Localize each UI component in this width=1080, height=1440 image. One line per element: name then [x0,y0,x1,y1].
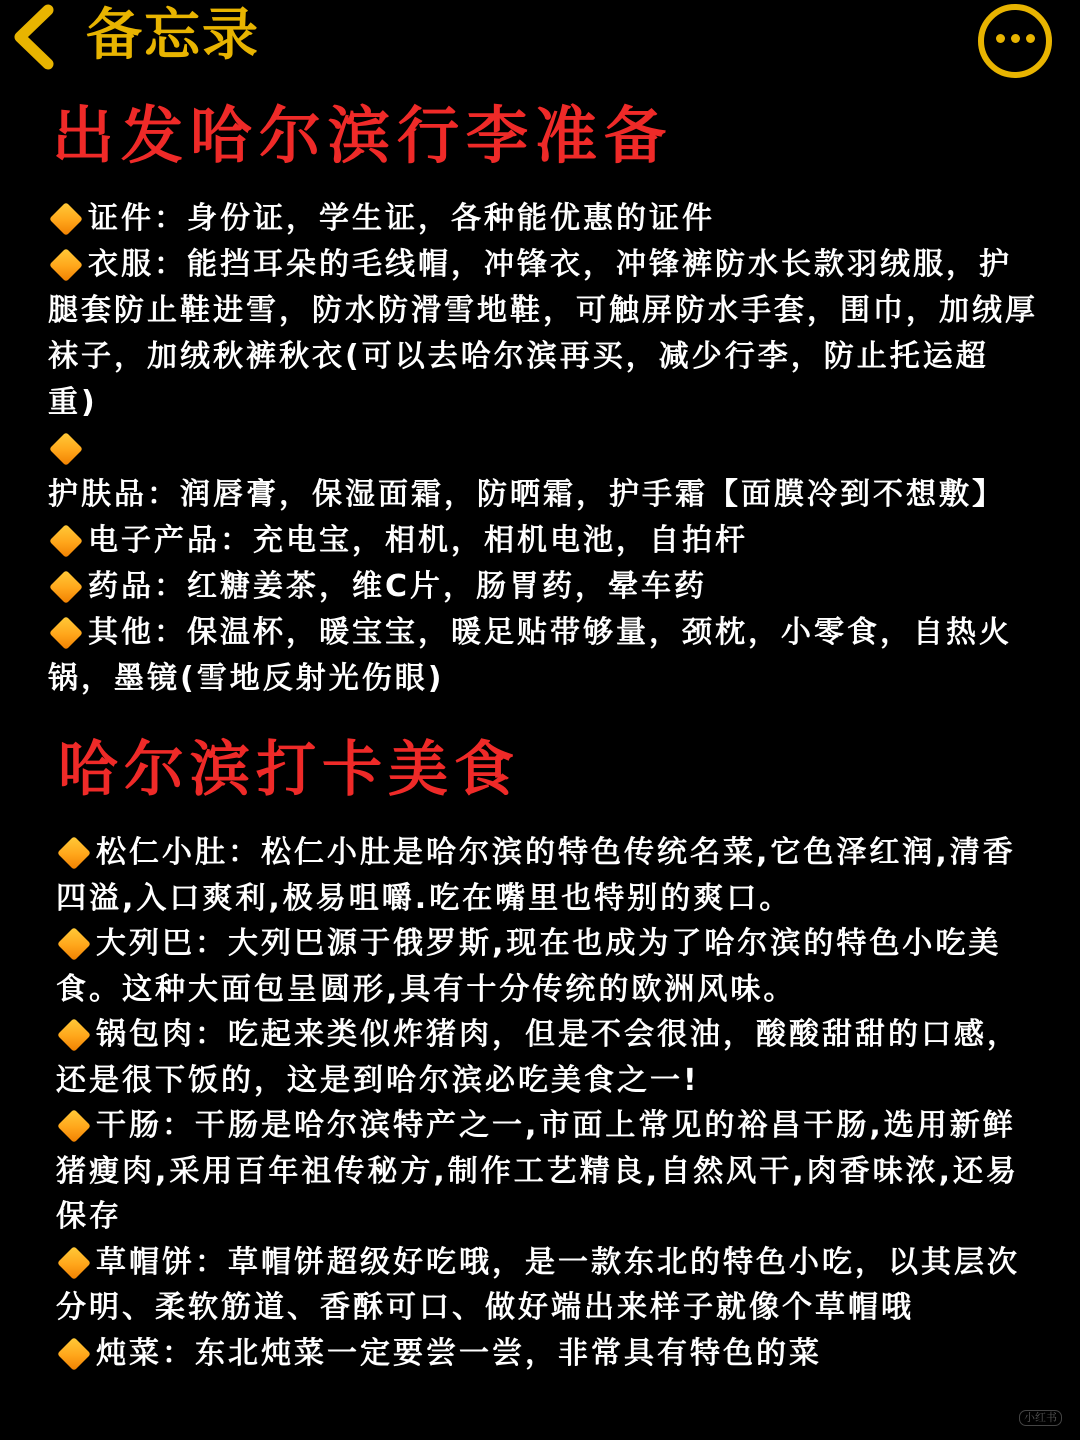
list-item-text: 炖菜：东北炖菜一定要尝一尝，非常具有特色的菜 [96,1335,822,1371]
watermark-logo: 小红书 [1019,1410,1062,1426]
orange-diamond-icon [49,616,83,650]
list-item [48,564,1038,610]
orange-diamond-icon [49,432,83,466]
orange-diamond-icon [57,1337,91,1371]
list-item [56,1103,1046,1240]
list-item-text: 干肠：干肠是哈尔滨特产之一,市面上常见的裕昌干肠,选用新鲜猪瘦肉,采用百年祖传秘方,制作工艺精良,自然风干,肉香味浓,还易保存 [56,1108,1019,1234]
packing-list [48,196,1038,702]
list-item [48,518,1038,564]
list-item [56,1240,1046,1331]
orange-diamond-icon [49,202,83,236]
orange-diamond-icon [57,1109,91,1143]
chevron-left-icon [8,2,62,72]
orange-diamond-icon [49,524,83,558]
list-item-text: 药品：红糖姜茶，维C片，肠胃药，晕车药 [88,569,708,604]
orange-diamond-icon [49,248,83,282]
section-title-food: 哈尔滨打卡美食 [58,735,520,805]
list-item-text: 锅包肉：吃起来类似炸猪肉，但是不会很油，酸酸甜甜的口感，还是很下饭的，这是到哈尔滨必吃美食之一! [56,1017,1020,1098]
more-button[interactable] [978,4,1052,78]
list-item-text: 松仁小肚：松仁小肚是哈尔滨的特色传统名菜,它色泽红润,清香四溢,入口爽利,极易咀嚼.吃在嘴里也特别的爽口。 [56,835,1016,916]
list-item [48,426,1038,518]
list-item-text: 大列巴：大列巴源于俄罗斯,现在也成为了哈尔滨的特色小吃美食。这种大面包呈圆形,具有十分传统的欧洲风味。 [56,926,1002,1007]
nav-title[interactable]: 备忘录 [86,3,260,68]
list-item-text: 其他：保温杯，暖宝宝，暖足贴带够量，颈枕，小零食，自热火锅，墨镜(雪地反射光伤眼) [48,615,1012,696]
navigation-bar [0,0,1080,80]
section-title-packing: 出发哈尔滨行李准备 [52,99,674,172]
list-item-text: 衣服：能挡耳朵的毛线帽，冲锋衣，冲锋裤防水长款羽绒服，护腿套防止鞋进雪，防水防滑雪地鞋，可触屏防水手套，围巾，加绒厚袜子，加绒秋裤秋衣(可以去哈尔滨再买，减少行李，防止托运超重) [48,247,1038,420]
back-button[interactable] [8,2,62,72]
list-item-text: 电子产品：充电宝，相机，相机电池，自拍杆 [88,523,748,558]
orange-diamond-icon [49,570,83,604]
orange-diamond-icon [57,836,91,870]
orange-diamond-icon [57,1018,91,1052]
list-item [48,242,1038,426]
list-item [56,921,1046,1012]
more-horizontal-icon [984,34,1046,43]
orange-diamond-icon [57,1246,91,1280]
list-item-text: 护肤品：润唇膏，保湿面霜，防晒霜，护手霜【面膜冷到不想敷】 [48,477,1005,512]
list-item-text: 草帽饼：草帽饼超级好吃哦，是一款东北的特色小吃，以其层次分明、柔软筋道、香酥可口、做好端出来样子就像个草帽哦 [56,1244,1020,1325]
list-item [56,1012,1046,1103]
list-item-text: 证件：身份证，学生证，各种能优惠的证件 [88,201,715,236]
list-item [48,196,1038,242]
list-item [56,830,1046,921]
food-list [56,830,1046,1376]
list-item [56,1331,1046,1377]
list-item [48,610,1038,702]
orange-diamond-icon [57,927,91,961]
